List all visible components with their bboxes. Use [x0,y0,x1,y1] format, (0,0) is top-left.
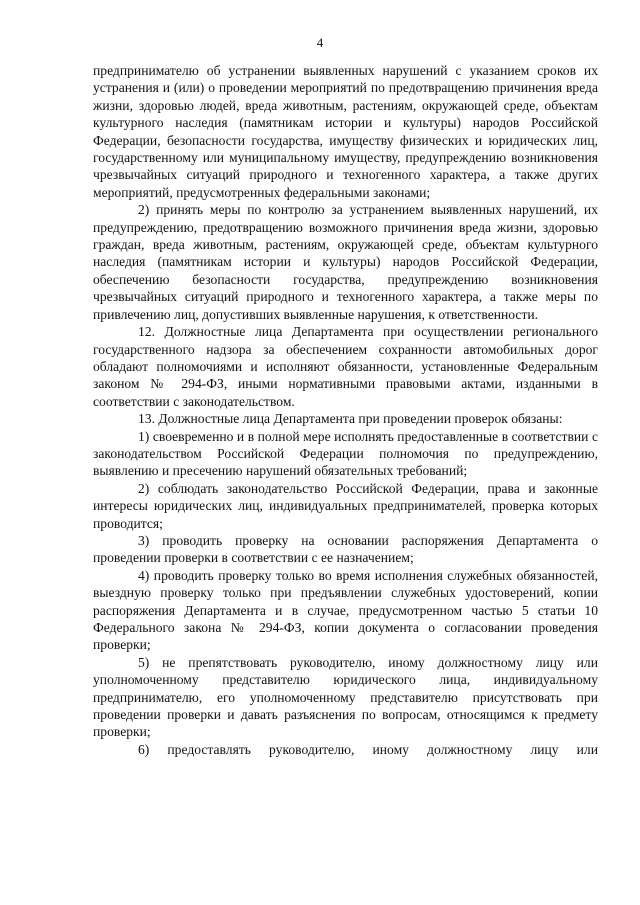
paragraph: 3) проводить проверку на основании распоряжения Департамента о проведении проверки в соответствии с ее назначением; [93,532,598,566]
document-body [93,62,598,758]
paragraph: 2) соблюдать законодательство Российской Федерации, права и законные интересы юридических лиц, индивидуальных предпринимателей, проверка которых проводится; [93,480,598,531]
paragraph: 5) не препятствовать руководителю, иному должностному лицу или уполномоченному представителю юридического лица, индивидуальному предпринимателю, его уполномоченному представителю присутствовать при проведении проверки и давать разъяснения по вопросам, относящимся к предмету проверки; [93,654,598,740]
page-number: 4 [316,35,324,50]
paragraph: 2) принять меры по контролю за устранением выявленных нарушений, их предупреждению, предотвращению возможного причинения вреда жизни, здоровью граждан, вреда животным, растениям, окружающей среде, объектам культурного наследия (памятникам истории и культуры) народов Российской Федерации, обеспечению безопасности государства, предупреждению возникновения чрезвычайных ситуаций природного и техногенного характера, а также меры по привлечению лиц, допустивших выявленные нарушения, к ответственности. [93,202,598,322]
paragraph: 1) своевременно и в полной мере исполнять предоставленные в соответствии с законодательством Российской Федерации полномочия по предупреждению, выявлению и пресечению нарушений обязательных требований; [93,428,598,479]
paragraph: 12. Должностные лица Департамента при осуществлении регионального государственного надзора за обеспечением сохранности автомобильных дорог обладают полномочиями и исполняют обязанности, установленные Федеральным законом № 294-ФЗ, иными нормативными правовыми актами, изданными в соответствии с законодательством. [93,324,598,409]
paragraph: 6) предоставлять руководителю, иному должностному лицу или [138,741,598,757]
paragraph: 13. Должностные лица Департамента при проведении проверок обязаны: [138,411,563,427]
paragraph: 4) проводить проверку только во время исполнения служебных обязанностей, выездную проверку только при предъявлении служебных удостоверений, копии распоряжения Департамента и в случае, предусмотренном частью 5 статьи 10 Федерального закона № 294-ФЗ, копии документа о согласовании проведения проверки; [93,567,598,653]
paragraph: предпринимателю об устранении выявленных нарушений с указанием сроков их устранения и (или) о проведении мероприятий по предотвращению причинения вреда жизни, здоровью людей, вреда животным, растениям, окружающей среде, объектам культурного наследия (памятникам истории и культуры) народов Российской Федерации, безопасности государства, имуществу физических и юридических лиц, государственному или муниципальному имуществу, предупреждению возникновения чрезвычайных ситуаций природного и техногенного характера, а также других мероприятий, предусмотренных федеральными законами; [93,63,598,200]
